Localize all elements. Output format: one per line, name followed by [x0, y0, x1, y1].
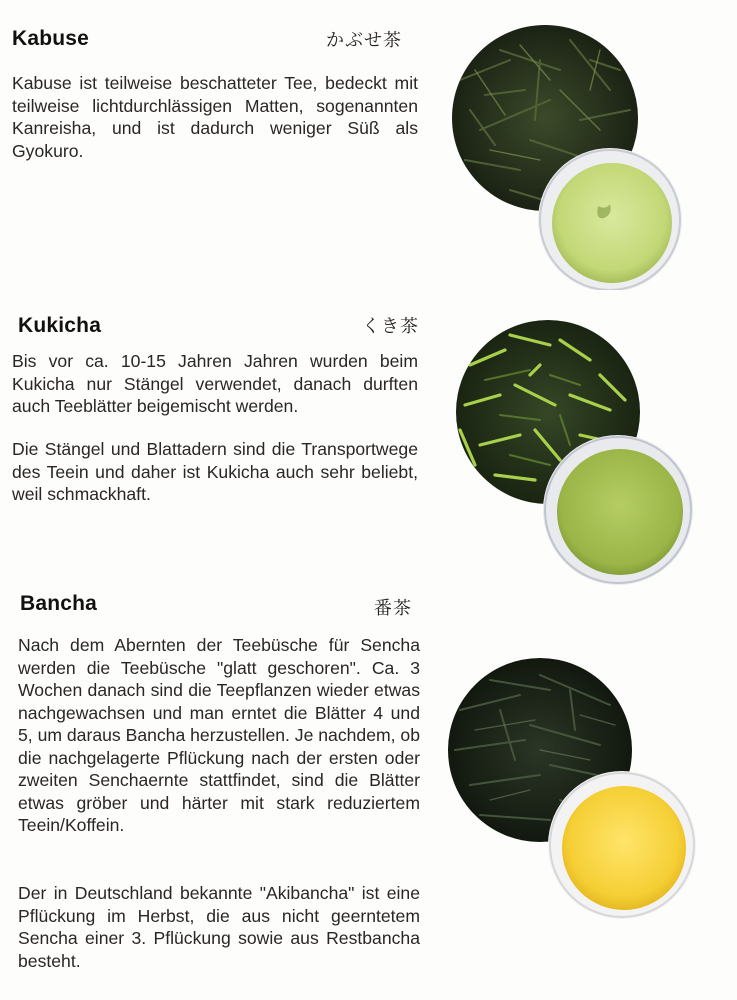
section-paragraph: Der in Deutschland bekannte "Akibancha" ist eine Pflückung im Herbst, die aus nicht geerntetem Sencha einer 3. Pflückung sowie aus Restbancha besteht. [18, 883, 420, 971]
section-title: Kabuse [12, 27, 90, 50]
kukicha-tea-image [440, 315, 700, 590]
bancha-tea-image [440, 650, 700, 930]
kukicha-tea-photo [440, 315, 700, 590]
section-paragraph: Die Stängel und Blattadern sind die Transportwege des Teein und daher ist Kukicha auch sehr beliebt, weil schmackhaft. [12, 439, 418, 504]
japanese-name: くき茶 [362, 316, 419, 337]
section-title: Kukicha [18, 314, 102, 337]
section-paragraph: Kabuse ist teilweise beschatteter Tee, bedeckt mit teilweise lichtdurchlässigen Matten, sogenannten Kanreisha, und ist dadurch weniger Süß als Gyokuro. [12, 73, 418, 161]
section-paragraph: Nach dem Abernten der Teebüsche für Sencha werden die Teebüsche "glatt geschoren". Ca. 3 Wochen danach sind die Teepflanzen wieder etwas nachgewachsen und man erntet die Blätter 4 und 5, um daraus Bancha herzustellen. Je nachdem, ob die nachgelagerte Pflückung nach der ersten oder zweiten Senchaernte stattfindet, sind die Blätter etwas gröber und härter mit stark reduziertem Teein/Koffein. [18, 635, 420, 835]
section-paragraph: Bis vor ca. 10-15 Jahren Jahren wurden beim Kukicha nur Stängel verwendet, danach durften auch Teeblätter beigemischt werden. [12, 351, 418, 416]
japanese-name: かぶせ茶 [326, 30, 402, 51]
kabuse-tea-photo [440, 20, 700, 290]
japanese-name: 番茶 [374, 598, 412, 619]
section-kukicha [0, 300, 737, 580]
section-bancha [0, 580, 737, 1000]
section-title: Bancha [20, 592, 98, 615]
kabuse-tea-image [440, 20, 700, 290]
section-kabuse [0, 0, 737, 300]
bancha-tea-photo [440, 650, 700, 930]
